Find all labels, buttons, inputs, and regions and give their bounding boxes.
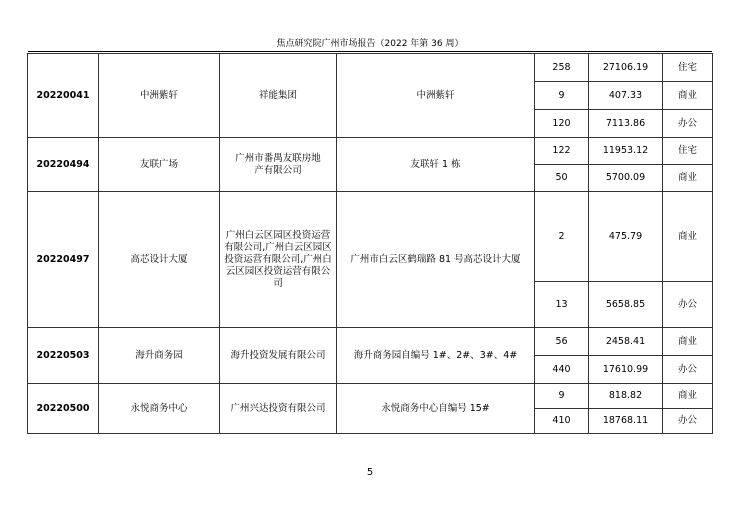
units: 258 [535,54,589,82]
area: 17610.99 [589,356,663,384]
usage: 商业 [663,165,713,192]
units: 9 [535,82,589,110]
developer [220,192,337,328]
usage: 办公 [663,356,713,384]
page-header: 焦点研究院广州市场报告（2022 年第 36 周） [276,39,464,49]
units: 122 [535,138,589,165]
building: 中洲紫轩 [337,54,535,138]
project-id: 20220500 [28,384,99,434]
units: 9 [535,384,589,409]
usage: 商业 [663,192,713,282]
project-table [27,53,713,434]
units: 440 [535,356,589,384]
developer: 祥能集团 [220,54,337,138]
units: 2 [535,192,589,282]
area: 27106.19 [589,54,663,82]
units: 13 [535,282,589,328]
units: 120 [535,110,589,138]
usage: 商业 [663,384,713,409]
units: 56 [535,328,589,356]
usage: 办公 [663,282,713,328]
building: 广州市白云区鹤瑞路 81 号高芯设计大厦 [337,192,535,328]
area: 407.33 [589,82,663,110]
developer-text: 广州市番禺友联房地产有限公司 [235,152,321,176]
table-row [28,138,713,165]
developer-text: 广州白云区园区投资运营有限公司,广州白云区园区投资运营有限公司,广州白云区园区投资运营有限公司 [224,229,332,289]
usage: 办公 [663,110,713,138]
project-id: 20220041 [28,54,99,138]
project-name: 海升商务园 [99,328,220,384]
area: 18768.11 [589,409,663,434]
area: 475.79 [589,192,663,282]
area: 11953.12 [589,138,663,165]
usage: 商业 [663,82,713,110]
units: 50 [535,165,589,192]
building: 海升商务园自编号 1#、2#、3#、4# [337,328,535,384]
page-number: 5 [366,467,374,478]
area: 818.82 [589,384,663,409]
area: 5658.85 [589,282,663,328]
project-id: 20220503 [28,328,99,384]
project-name: 中洲紫轩 [99,54,220,138]
project-name: 高芯设计大厦 [99,192,220,328]
usage: 住宅 [663,138,713,165]
project-name: 友联广场 [99,138,220,192]
usage: 商业 [663,328,713,356]
usage: 住宅 [663,54,713,82]
usage: 办公 [663,409,713,434]
building: 永悦商务中心自编号 15# [337,384,535,434]
units: 410 [535,409,589,434]
building: 友联轩 1 栋 [337,138,535,192]
project-id: 20220494 [28,138,99,192]
developer: 海升投资发展有限公司 [220,328,337,384]
developer [220,138,337,192]
table-row [28,192,713,282]
area: 5700.09 [589,165,663,192]
table-row [28,54,713,82]
table-row [28,328,713,356]
area: 7113.86 [589,110,663,138]
table-row [28,384,713,409]
header-rule [28,51,712,52]
project-name: 永悦商务中心 [99,384,220,434]
area: 2458.41 [589,328,663,356]
developer: 广州兴达投资有限公司 [220,384,337,434]
project-id: 20220497 [28,192,99,328]
